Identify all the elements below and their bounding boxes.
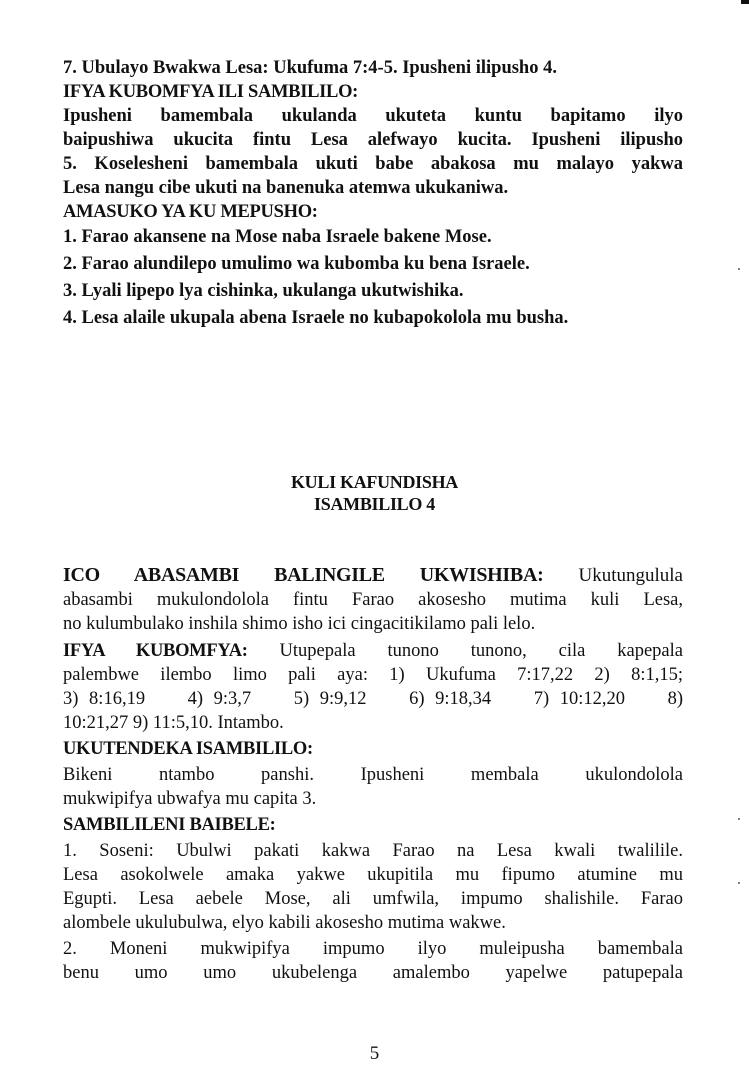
study-step-1 xyxy=(63,839,683,935)
paragraph-line: Lesa asokolwele amaka yakwe ukupitila mu fipumo atumine mu xyxy=(63,865,683,885)
materials-paragraph xyxy=(63,639,683,735)
paragraph-line: Egupti. Lesa aebele Mose, ali umfwila, impumo shalishile. Farao xyxy=(63,889,683,909)
paragraph-line: alombele ukulubulwa, elyo kabili akosesho mutima wakwe. xyxy=(63,913,506,933)
paragraph-line: 5. Koselesheni bamembala ukuti babe abakosa mu malayo yakwa xyxy=(63,154,683,174)
objective-paragraph xyxy=(63,563,683,636)
materials-label: IFYA KUBOMFYA: xyxy=(63,641,248,661)
lesson-title-line1: KULI KAFUNDISHA xyxy=(290,472,459,492)
paragraph-line: Lesa nangu cibe ukuti na banenuka atemwa ukukaniwa. xyxy=(63,178,509,198)
paragraph-line: palembwe ilembo limo pali aya: 1) Ukufuma 7:17,22 2) 8:1,15; xyxy=(63,665,683,685)
scan-corner-mark xyxy=(741,0,749,4)
lesson-body xyxy=(63,563,683,985)
previous-lesson-section xyxy=(63,56,683,332)
paragraph-line: 10:21,27 9) 11:5,10. Intambo. xyxy=(63,713,284,733)
answer-item: 3. Lyali lipepo lya cishinka, ukulanga ukutwishika. xyxy=(63,281,464,301)
method-paragraph xyxy=(63,104,683,200)
answer-item: 1. Farao akansene na Mose naba Israele bakene Mose. xyxy=(63,227,492,247)
start-lesson-heading: UKUTENDEKA ISAMBILILO: xyxy=(63,739,313,759)
start-paragraph xyxy=(63,763,683,811)
objective-label: ICO ABASAMBI BALINGILE UKWISHIBA: xyxy=(63,564,544,586)
answers-list xyxy=(63,224,683,332)
materials-text: Utupepala tunono tunono, cila kapepala xyxy=(247,641,683,661)
answer-item: 4. Lesa alaile ukupala abena Israele no kubapokolola mu busha. xyxy=(63,308,569,328)
paragraph-line xyxy=(63,639,683,663)
paragraph-line: 1. Soseni: Ubulwi pakati kakwa Farao na Lesa kwali twalilile. xyxy=(63,841,683,861)
paragraph-line: baipushiwa ukucita fintu Lesa alefwayo kucita. Ipusheni ilipusho xyxy=(63,130,683,150)
scan-speck xyxy=(738,268,740,270)
study-step-2 xyxy=(63,937,683,985)
answer-item: 2. Farao alundilepo umulimo wa kubomba ku bena Israele. xyxy=(63,254,530,274)
method-heading: IFYA KUBOMFYA ILI SAMBILILO: xyxy=(63,82,359,102)
objective-text: Ukutungulula xyxy=(543,565,683,586)
item-7-line: 7. Ubulayo Bwakwa Lesa: Ukufuma 7:4-5. Ipusheni ilipusho 4. xyxy=(63,58,557,78)
study-bible-heading: SAMBILILENI BAIBELE: xyxy=(63,815,276,835)
answers-heading: AMASUKO YA KU MEPUSHO: xyxy=(63,202,318,222)
page-number: 5 xyxy=(369,1043,380,1064)
paragraph-line: 3) 8:16,19 4) 9:3,7 5) 9:9,12 6) 9:18,34 7) 10:12,20 8) xyxy=(63,689,683,709)
paragraph-line: mukwipifya ubwafya mu capita 3. xyxy=(63,789,317,809)
lesson-title-line2: ISAMBILILO 4 xyxy=(314,494,435,514)
scan-speck xyxy=(738,882,740,884)
paragraph-line: 2. Moneni mukwipifya impumo ilyo muleipusha bamembala xyxy=(63,939,683,959)
paragraph-line: no kulumbulako inshila shimo isho ici cingacitikilamo pali lelo. xyxy=(63,614,536,634)
paragraph-line xyxy=(63,563,683,588)
paragraph-line: Ipusheni bamembala ukulanda ukuteta kuntu bapitamo ilyo xyxy=(63,106,683,126)
paragraph-line: Bikeni ntambo panshi. Ipusheni membala ukulondolola xyxy=(63,765,683,785)
paragraph-line: benu umo umo ukubelenga amalembo yapelwe patupepala xyxy=(63,963,683,983)
scan-speck xyxy=(738,818,740,820)
paragraph-line: abasambi mukulondolola fintu Farao akosesho mutima kuli Lesa, xyxy=(63,590,683,610)
